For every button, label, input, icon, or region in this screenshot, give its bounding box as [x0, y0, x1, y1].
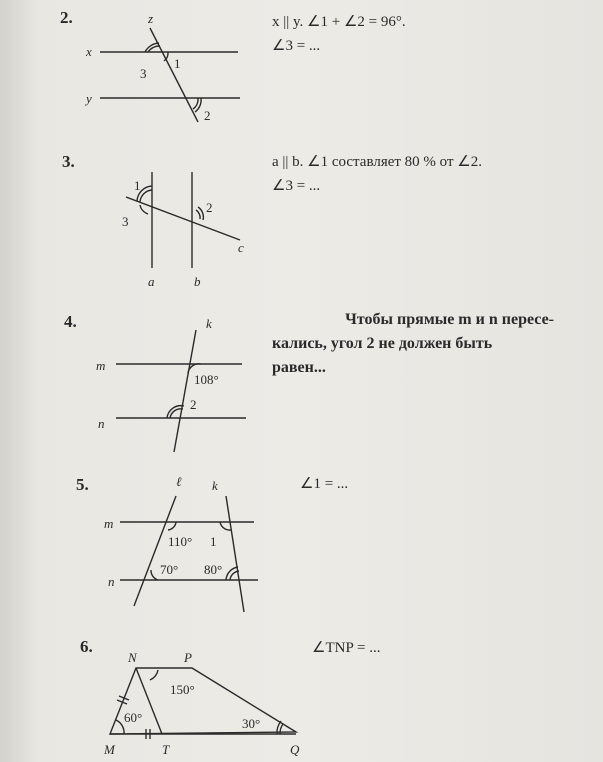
problem-2-angle-2-arc: [193, 98, 198, 109]
problem-3-angle-3-arc: [140, 205, 148, 214]
problem-2-condition-line1: x || y. ∠1 + ∠2 = 96°.: [272, 14, 406, 30]
problem-6-label-T: T: [162, 742, 170, 757]
problem-5-number: 5.: [76, 475, 89, 494]
problem-5-label-70: 70°: [160, 562, 179, 577]
problem-2-label-angle2: 2: [204, 108, 211, 123]
problem-4-label-k: k: [206, 316, 212, 331]
problem-2-condition-line2: ∠3 = ...: [272, 38, 321, 54]
problem-5-label-l: ℓ: [176, 474, 182, 489]
problem-3-label-a: a: [148, 274, 155, 289]
problem-6-label-60: 60°: [124, 710, 143, 725]
problem-5-label-angle1: 1: [210, 534, 217, 549]
problem-5-angle-1-arc: [220, 522, 231, 530]
problem-3-label-angle1: 1: [134, 178, 141, 193]
problem-2-label-angle1: 1: [174, 56, 181, 71]
problem-3-condition-line2: ∠3 = ...: [272, 178, 321, 194]
problem-3-condition-line1: a || b. ∠1 составляет 80 % от ∠2.: [272, 154, 482, 170]
problem-3-angle-1-arc: [140, 190, 152, 202]
problem-5-angle-80-arc-outer: [226, 567, 238, 580]
problem-4-label-108: 108°: [194, 372, 219, 387]
problem-5-angle-70-arc: [151, 570, 158, 580]
problem-6-condition: ∠TNP = ...: [312, 640, 381, 656]
problem-4-diagram: [116, 330, 246, 452]
problem-6-label-Q: Q: [290, 742, 300, 757]
problem-5-diagram: [120, 496, 258, 612]
problem-2-line-z: [150, 28, 198, 122]
problem-4-label-angle2: 2: [190, 397, 197, 412]
problem-6-angle-60-arc: [116, 720, 124, 734]
problem-3-label-c: c: [238, 240, 244, 255]
problem-6-label-30: 30°: [242, 716, 261, 731]
problem-2-diagram: [100, 28, 240, 122]
problem-4-number: 4.: [64, 312, 77, 331]
problem-6-label-150: 150°: [170, 682, 195, 697]
problem-5-line-l: [134, 496, 179, 606]
problem-2-label-z: z: [148, 11, 154, 26]
problem-3-number: 3.: [62, 152, 75, 171]
problem-5-label-110: 110°: [168, 534, 193, 549]
problem-5-line-k: [226, 496, 244, 612]
problem-3-label-angle2: 2: [206, 200, 213, 215]
problem-4-label-m: m: [96, 358, 106, 373]
problem-3-line-c: [126, 197, 240, 240]
problem-6-diagram: [110, 668, 296, 739]
problem-5-condition: ∠1 = ...: [300, 476, 349, 492]
problem-6-number: 6.: [80, 637, 93, 656]
problem-2-label-angle3: 3: [140, 66, 147, 81]
problem-5-label-n: n: [108, 574, 115, 589]
problem-5-label-k: k: [212, 478, 218, 493]
problem-2-label-y: y: [86, 91, 92, 106]
problem-2-number: 2.: [60, 8, 73, 27]
problem-4-condition-line3: равен...: [272, 359, 326, 376]
problem-5-label-m: m: [104, 516, 114, 531]
problem-4-condition-line1: Чтобы прямые m и n пересе-: [345, 311, 554, 328]
problem-5-label-80: 80°: [204, 562, 223, 577]
problem-3-angle-2-arc: [196, 210, 200, 219]
problem-3-diagram: [126, 172, 240, 268]
problem-4-label-n: n: [98, 416, 105, 431]
problem-6-label-M: M: [104, 742, 115, 757]
problem-3-label-angle3: 3: [122, 214, 129, 229]
problem-2-label-x: x: [86, 44, 92, 59]
problem-4-line-k: [174, 330, 196, 452]
problem-3-label-b: b: [194, 274, 201, 289]
problem-6-angle-150-arc: [150, 670, 158, 680]
problem-4-condition-line2: кались, угол 2 не должен быть: [272, 335, 493, 352]
problem-6-label-N: N: [128, 650, 137, 665]
problem-6-label-P: P: [184, 650, 192, 665]
problem-5-angle-110-arc: [168, 522, 176, 530]
